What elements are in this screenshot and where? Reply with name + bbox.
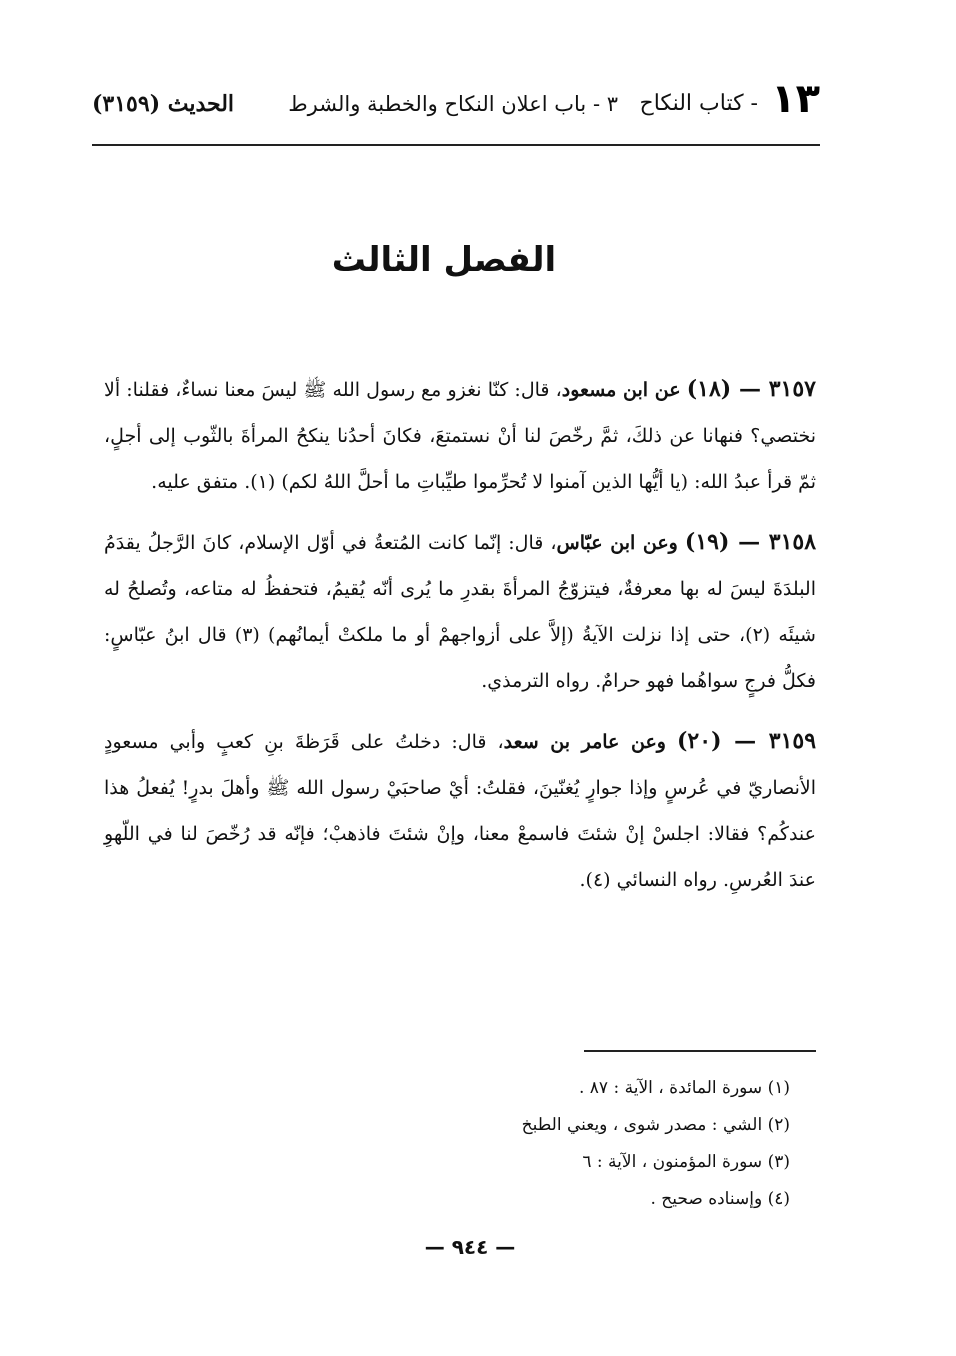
- footnote: (١) سورة المائدة ، الآية : ٨٧ .: [578, 1078, 790, 1098]
- hadith-text: ، قال: دخلتُ على قَرَظةَ بنِ كعبٍ وأبي مسعودٍ الأنصاريّ في عُرسٍ وإذا جوارٍ يُغنّينَ، فقلتُ: أيْ صاحبَيْ رسول الله ﷺ وأهلَ بدرٍ! يُفعلُ هذا عندكُم؟ فقالا: اجلسْ إنْ شئتَ فاسمعْ معنا، وإنْ شئتَ فاذهبْ؛ فإنّه قد رُخّصَ لنا في اللّهوِ عندَ العُرسِ. رواه النسائي (٤).: [104, 731, 816, 891]
- footnotes: [400, 1070, 790, 1218]
- chapter-title: ٣ - باب اعلان النكاح والخطبة والشرط: [288, 92, 618, 116]
- hadith-paragraph: [104, 519, 816, 704]
- hadith-number: ٣١٥٩ — (٢٠): [677, 728, 817, 754]
- hadith-narrator: وعن ابن عبّاس: [556, 532, 678, 554]
- footnote: (٤) وإسناده صحيح .: [650, 1189, 790, 1209]
- hadith-text: ، قال: كنّا نغزو مع رسول الله ﷺ ليسَ معنا نساءٌ، فقلنا: ألا نختصي؟ فنهانا عن ذلكَ، ثمَّ رخّصَ لنا أنْ نستمتعَ، فكانَ أحدُنا ينكحُ المرأةَ بالثّوب إلى أجلٍ، ثمّ قرأ عبدُ الله: (يا أيُّها الذين آمنوا لا تُحرِّموا طيِّباتِ ما أحلَّ اللهُ لكم) (١). متفق عليه.: [104, 379, 816, 493]
- hadith-narrator: عن ابن مسعود: [561, 379, 681, 401]
- section-title: الفصل الثالث: [331, 240, 557, 280]
- hadith-narrator: وعن عامر بن سعد: [503, 731, 666, 753]
- footnote-divider: [584, 1050, 816, 1052]
- header-divider: [92, 144, 820, 146]
- hadith-text: ، قال: إنّما كانت المُتعةُ في أوّل الإسلام، كانَ الرَّجلُ يقدَمُ البلدَةَ ليسَ له بها معرفةٌ، فيتزوّجُ المرأةَ بقدرِ ما يُرى أنّه يُقيمُ، فتحفظُ له متاعه، وتُصلحُ له شيئَه (٢)، حتى إذا نزلت الآيةُ (إلاَّ على أزواجهمْ أو ما ملكتْ أيمانُهم) (٣) قال ابنُ عبّاسٍ: فكلُّ فرجٍ سواهُما فهو حرامٌ. رواه الترمذي.: [104, 532, 816, 692]
- footnote: (٣) سورة المؤمنون ، الآية : ٦: [582, 1152, 790, 1172]
- book-number: ١٣: [771, 76, 820, 122]
- hadith-paragraph: [104, 366, 816, 505]
- hadith-number: ٣١٥٨ — (١٩): [684, 529, 817, 555]
- page-number: — ٩٤٤ —: [424, 1235, 516, 1259]
- hadith-number: ٣١٥٧ — (١٨): [686, 376, 816, 402]
- main-text: [104, 366, 816, 917]
- running-header: [92, 74, 820, 144]
- book-title: - كتاب النكاح: [639, 91, 758, 116]
- footnote: (٢) الشي : مصدر شوى ، ويعني الطبخ: [521, 1115, 790, 1135]
- hadith-paragraph: [104, 718, 816, 903]
- hadith-reference: الحديث (٣١٥٩): [92, 91, 235, 117]
